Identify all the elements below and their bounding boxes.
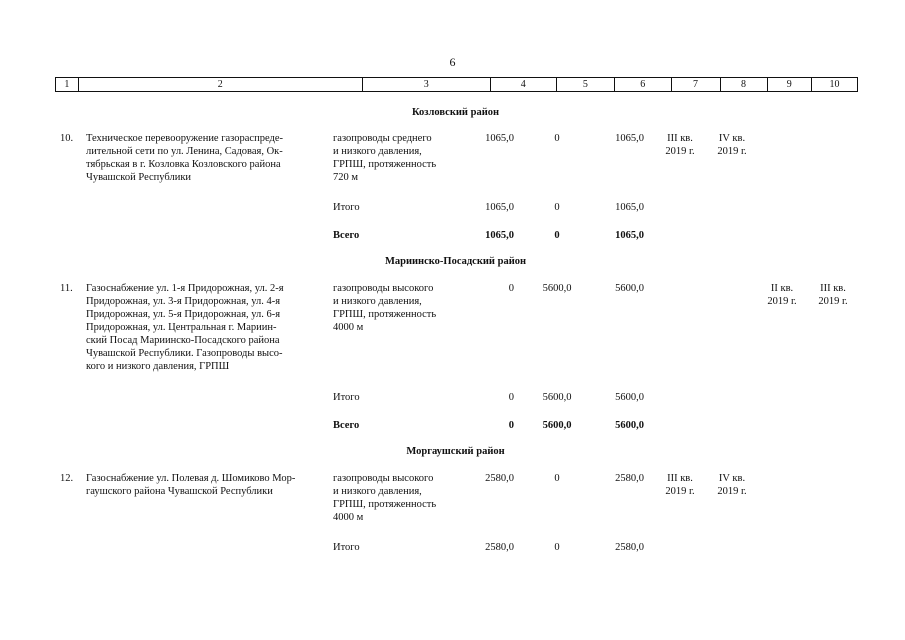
column-header-3: 3 — [363, 78, 491, 91]
entry-name: Газоснабжение ул. 1-я Придорожная, ул. 2-я Придорожная, ул. 3-я Придорожная, ул. 4-я Придорожная, ул. 5-я Придорожная, ул. 6-я Придорожная, ул. Центральная г. Мариин- ский Посад Мариинско-Посадского района Чувашской Республики. Газопроводы высо- кого и низкого давления, ГРПШ — [86, 283, 284, 372]
itogo-label: Итого — [333, 542, 360, 553]
column-header-5: 5 — [557, 78, 615, 91]
itogo-col4: 2580,0 — [485, 542, 514, 553]
entry-col7: III кв. 2019 г. — [665, 473, 695, 497]
entry-name: Газоснабжение ул. Полевая д. Шомиково Мор- гаушского района Чувашской Республики — [86, 473, 296, 497]
column-header-row — [55, 77, 858, 92]
entry-description: газопроводы среднего и низкого давления, ГРПШ, протяженность 720 м — [333, 133, 437, 183]
entry-col6: 2580,0 — [615, 473, 644, 484]
entry-col4: 2580,0 — [485, 473, 514, 484]
entry-col9: II кв. 2019 г. — [767, 283, 797, 307]
itogo-col6: 1065,0 — [615, 202, 644, 213]
column-header-10: 10 — [829, 79, 840, 90]
entry-col7: III кв. 2019 г. — [665, 133, 695, 157]
column-header-1: 1 — [56, 78, 79, 91]
entry-col5: 5600,0 — [542, 283, 572, 294]
vsego-col4: 1065,0 — [485, 230, 514, 241]
vsego-col6: 1065,0 — [615, 230, 644, 241]
itogo-col5: 0 — [554, 202, 560, 213]
column-header-2: 2 — [79, 78, 363, 91]
entry-description: газопроводы высокого и низкого давления, ГРПШ, протяженность 4000 м — [333, 283, 437, 333]
column-header-4: 4 — [491, 78, 557, 91]
entry-col6: 1065,0 — [615, 133, 644, 144]
entry-col8: IV кв. 2019 г. — [717, 133, 747, 157]
column-header-9: 9 — [768, 78, 812, 91]
column-header-6: 6 — [615, 78, 672, 91]
vsego-label: Всего — [333, 420, 360, 431]
itogo-col6: 5600,0 — [615, 392, 644, 403]
entry-col4: 1065,0 — [485, 133, 514, 144]
itogo-label: Итого — [333, 392, 360, 403]
entry-number: 11. — [60, 283, 73, 294]
entry-col5: 0 — [554, 473, 560, 484]
vsego-col4: 0 — [508, 420, 514, 431]
itogo-col6: 2580,0 — [615, 542, 644, 553]
entry-col6: 5600,0 — [615, 283, 644, 294]
section-title: Моргаушский район — [406, 446, 505, 457]
entry-col5: 0 — [554, 133, 560, 144]
entry-col8: IV кв. 2019 г. — [717, 473, 747, 497]
section-title: Козловский район — [411, 107, 500, 118]
vsego-label: Всего — [333, 230, 360, 241]
vsego-col5: 5600,0 — [542, 420, 572, 431]
itogo-col5: 5600,0 — [542, 392, 572, 403]
itogo-col4: 1065,0 — [485, 202, 514, 213]
entry-number: 10. — [60, 133, 74, 144]
entry-col10: III кв. 2019 г. — [818, 283, 848, 307]
entry-col4: 0 — [508, 283, 514, 294]
column-header-8: 8 — [721, 78, 768, 91]
vsego-col6: 5600,0 — [615, 420, 644, 431]
column-header-7: 7 — [672, 78, 721, 91]
entry-number: 12. — [60, 473, 74, 484]
entry-name: Техническое перевооружение газораспреде- лительной сети по ул. Ленина, Садовая, Ок- тябрьская в г. Козловка Козловского района Чувашской Республики — [86, 133, 283, 183]
page-number: 6 — [449, 55, 456, 69]
itogo-col5: 0 — [554, 542, 560, 553]
section-title: Мариинско-Посадский район — [384, 256, 527, 267]
vsego-col5: 0 — [554, 230, 560, 241]
itogo-col4: 0 — [508, 392, 514, 403]
itogo-label: Итого — [333, 202, 360, 213]
entry-description: газопроводы высокого и низкого давления, ГРПШ, протяженность 4000 м — [333, 473, 437, 523]
